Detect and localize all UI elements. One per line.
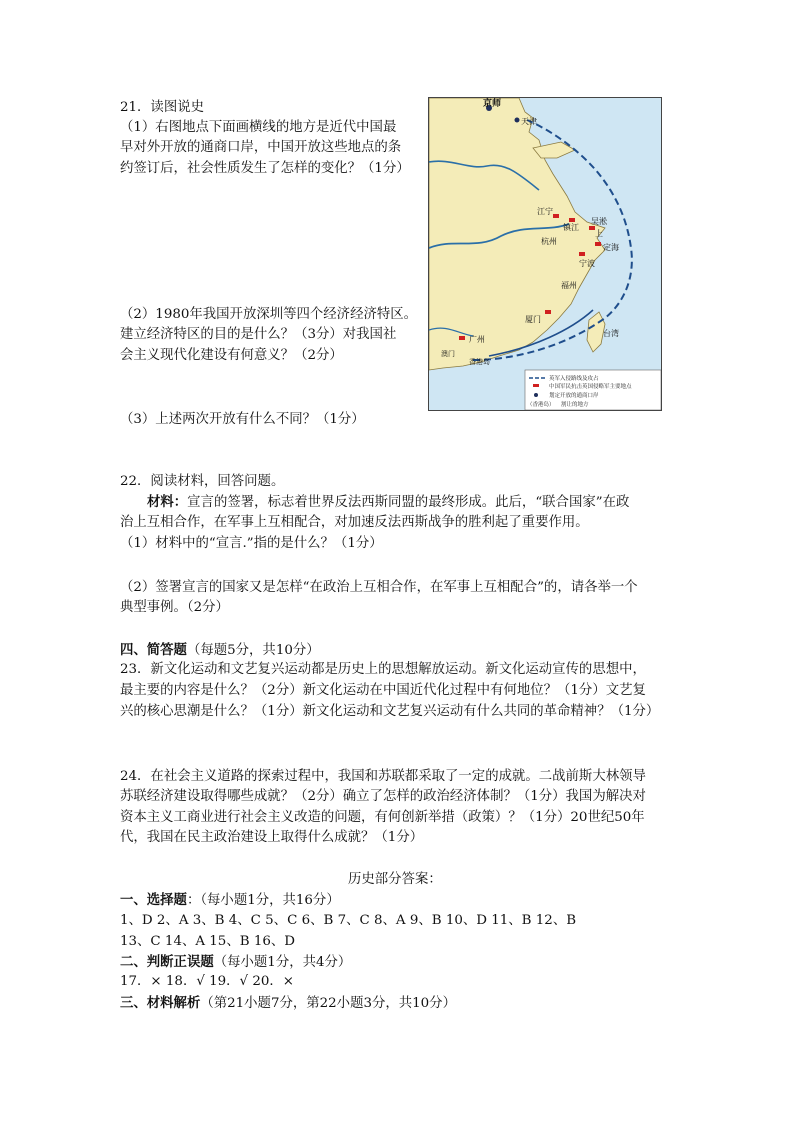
q21-part2-line1: （2）1980年我国开放深圳等四个经济经济特区。	[120, 307, 418, 322]
sec4-heading: 四、简答题	[120, 642, 187, 658]
q21-part1-line1: （1）右图地点下面画横线的地方是近代中国最	[120, 120, 397, 135]
map-label-ningbo: 宁波	[579, 259, 595, 268]
q22-material-label: 材料：	[147, 494, 188, 510]
answers-s2-row: 17．× 18．√ 19．√ 20．×	[120, 974, 294, 989]
q22-title: 22．阅读材料，回答问题。	[120, 474, 285, 489]
map-label-jiangning: 江宁	[537, 207, 553, 216]
q21-part1-line2: 早对外开放的通商口岸，中国开放这些地点的条	[120, 140, 402, 155]
flag-guangzhou	[459, 336, 465, 340]
map-label-hangzhou: 杭州	[541, 237, 557, 246]
map-label-dinghai: 定海	[603, 243, 619, 252]
answers-s3-heading-line	[120, 993, 456, 1014]
map-label-guangzhou: 广州	[469, 335, 485, 344]
q24-line3: 资本主义工商业进行社会主义改造的问题，有何创新举措（政策）？（1分）20世纪50年	[120, 810, 645, 825]
map-label-taiwan: 台湾	[603, 329, 619, 338]
legend-flag-symbol	[533, 384, 539, 387]
q24-line4: 代，我国在民主政治建设上取得什么成就？（1分）	[120, 830, 424, 845]
map-label-zhenjiang: 镇江	[563, 223, 579, 232]
map-label-jingshi: 京师	[483, 99, 502, 109]
map-graphic	[429, 98, 661, 410]
answers-s1-row2: 13、C 14、A 15、B 16、D	[120, 934, 295, 949]
q23-line3: 兴的核心思潮是什么？（1分）新文化运动和文艺复兴运动有什么共同的革命精神？（1分）	[120, 704, 660, 719]
q23-line2: 最主要的内容是什么？（2分）新文化运动在中国近代化过程中有何地位？（1分）文艺复	[120, 683, 646, 698]
answers-s1-heading: 一、选择题	[120, 892, 187, 908]
q22-part2-line2: 典型事例。（2分）	[120, 600, 229, 615]
legend-item-2: 中国军民抗击英国侵略军主要地点	[549, 384, 632, 390]
map-label-aomen: 澳门	[441, 350, 455, 358]
answers-title: 历史部分答案：	[348, 872, 442, 887]
map-label-xiamen: 厦门	[525, 315, 541, 324]
q22-material-line1	[147, 492, 629, 513]
q22-part1: （1）材料中的“宣言.”指的是什么？（1分）	[120, 536, 383, 551]
q21-title: 21．读图说史	[120, 100, 204, 115]
map-label-hongkong: 香港岛	[469, 358, 490, 366]
q21-part1-line3: 约签订后，社会性质发生了怎样的变化？（1分）	[120, 161, 410, 176]
answers-s2-heading-line	[120, 952, 351, 973]
legend-item-4: 割让的地方	[561, 402, 589, 408]
answers-s1-heading-line	[120, 890, 340, 911]
q21-part2-line3: 会主义现代化建设有何意义？（2分）	[120, 348, 343, 363]
answers-s1-row1: 1、D 2、A 3、B 4、C 5、C 6、B 7、C 8、A 9、B 10、D 11、B 12、B	[120, 913, 577, 928]
marker-tianjin	[515, 118, 520, 123]
flag-jiangning	[553, 214, 559, 218]
map-label-fuzhou: 福州	[561, 281, 577, 290]
flag-ningbo	[579, 252, 585, 256]
answers-s1-note: ：（每小题1分，共16分）	[186, 893, 340, 908]
q22-material-line2: 治上互相合作，在军事上互相配合，对加速反法西斯战争的胜利起了重要作用。	[120, 515, 589, 530]
flag-xiamen	[545, 310, 551, 314]
q22-material-text1: 宣言的签署，标志着世界反法西斯同盟的最终形成。此后，“联合国家”在政	[187, 495, 630, 510]
legend-item-3: 划定开放的通商口岸	[549, 393, 599, 399]
q22-part2-line1: （2）签署宣言的国家又是怎样“在政治上互相合作，在军事上互相配合”的，请各举一个	[120, 580, 638, 595]
flag-zhenjiang	[569, 218, 575, 222]
q24-line1: 24．在社会主义道路的探索过程中，我国和苏联都采取了一定的成就。二战前斯大林领导	[120, 769, 646, 784]
map-label-wusong: 吴淞	[591, 217, 607, 226]
legend-port-symbol	[534, 393, 538, 397]
sec4-heading-line	[120, 640, 320, 661]
answers-s3-note: （第21小题7分，第22小题3分，共10分）	[200, 996, 456, 1011]
q21-part2-line2: 建立经济特区的目的是什么？（3分）对我国社	[120, 327, 397, 342]
flag-dinghai	[595, 242, 601, 246]
answers-s2-heading: 二、判断正误题	[120, 954, 214, 970]
q24-line2: 苏联经济建设取得哪些成就？（2分）确立了怎样的政治经济体制？（1分）我国为解决对	[120, 789, 646, 804]
q23-line1: 23．新文化运动和文艺复兴运动都是历史上的思想解放运动。新文化运动宣传的思想中，	[120, 662, 646, 677]
answers-s2-note: （每小题1分，共4分）	[213, 955, 352, 970]
legend-note: （香港岛）	[527, 402, 555, 408]
q21-part3: （3）上述两次开放有什么不同？（1分）	[120, 412, 365, 427]
historical-map	[428, 97, 662, 411]
map-label-shang: 上	[595, 229, 603, 238]
map-label-tianjin: 天津	[521, 117, 537, 126]
legend-item-1: 英军入侵路线及攻占	[549, 376, 599, 382]
answers-s3-heading: 三、材料解析	[120, 995, 201, 1011]
sec4-note: （每题5分，共10分）	[186, 643, 320, 658]
